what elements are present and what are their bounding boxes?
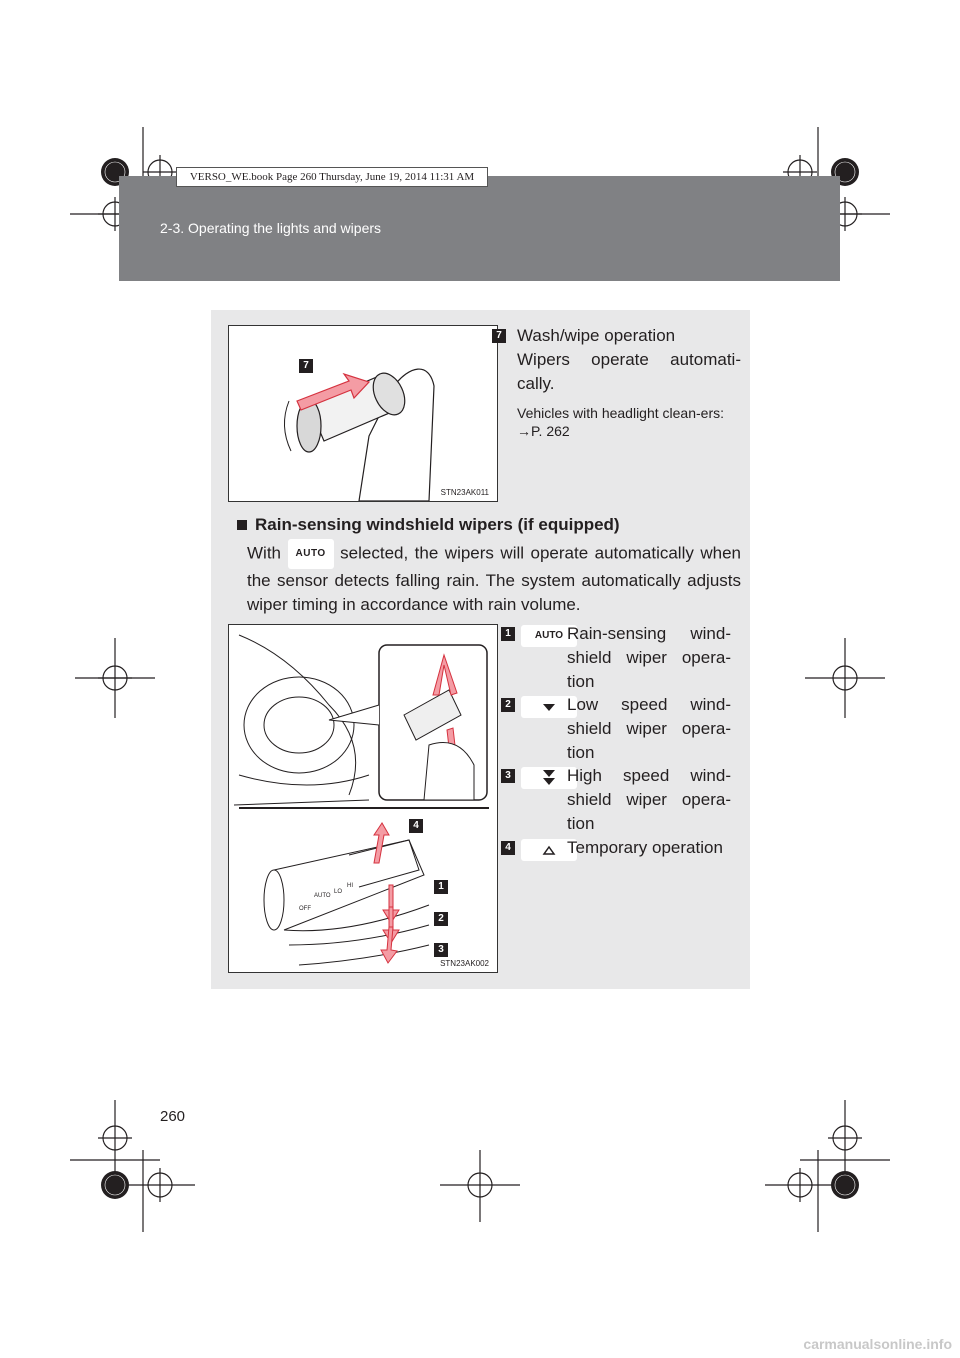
wash-wipe-badge: 7 [492,329,506,343]
legend-item-temporary [501,836,741,866]
legend-label: Temporary operation [567,838,723,857]
legend-badge: 3 [501,769,515,783]
wash-wipe-figure [228,325,498,502]
figure-code: STN23AK002 [440,959,489,968]
legend-item-high [501,764,741,836]
watermark: carmanualsonline.info [803,1336,952,1352]
figure-badge-4: 4 [409,819,423,833]
bullet-square-icon [237,520,247,530]
stalk-label: AUTO [314,893,331,899]
legend-badge: 2 [501,698,515,712]
section-title: 2-3. Operating the lights and wipers [160,220,382,236]
content-panel [211,310,750,989]
wash-wipe-description: Wipers operate automati-cally. [517,350,741,393]
auto-icon: AUTO [288,539,334,569]
legend-label: Low speed wind-shield wiper opera-tion [567,695,731,762]
wash-wipe-note: Vehicles with headlight clean-ers: →P. 262 [517,405,725,439]
wiper-stalk-illustration [229,326,497,501]
rain-sensing-heading: Rain-sensing windshield wipers (if equipped) [237,515,620,535]
figure-badge-7: 7 [299,359,313,373]
book-info-stamp: VERSO_WE.book Page 260 Thursday, June 19, 2014 11:31 AM [176,167,488,187]
page-number: 260 [160,1108,186,1125]
wash-wipe-title: Wash/wipe operation [517,326,676,345]
stalk-label: LO [334,889,343,895]
figure-badge-2: 2 [434,912,448,926]
legend-label: High speed wind-shield wiper opera-tion [567,766,731,833]
rain-sensing-figure [228,624,498,973]
auto-icon: AUTO [521,625,577,647]
stalk-label: HI [347,883,353,889]
steering-and-stalk-illustration [229,625,497,972]
figure-badge-3: 3 [434,943,448,957]
figure-code: STN23AK011 [440,488,489,497]
legend-label: Rain-sensing wind-shield wiper opera-tion [567,624,731,691]
legend-badge: 4 [501,841,515,855]
rain-sensing-body: With AUTO selected, the wipers will operate automatically when the sensor detects falling rain. The system automatically adjusts wiper timing in accordance with rain volume. [247,539,741,617]
legend-item-low [501,693,741,765]
figure-badge-1: 1 [434,880,448,894]
stalk-label: OFF [299,906,311,912]
legend-item-auto [501,622,741,694]
legend-badge: 1 [501,627,515,641]
